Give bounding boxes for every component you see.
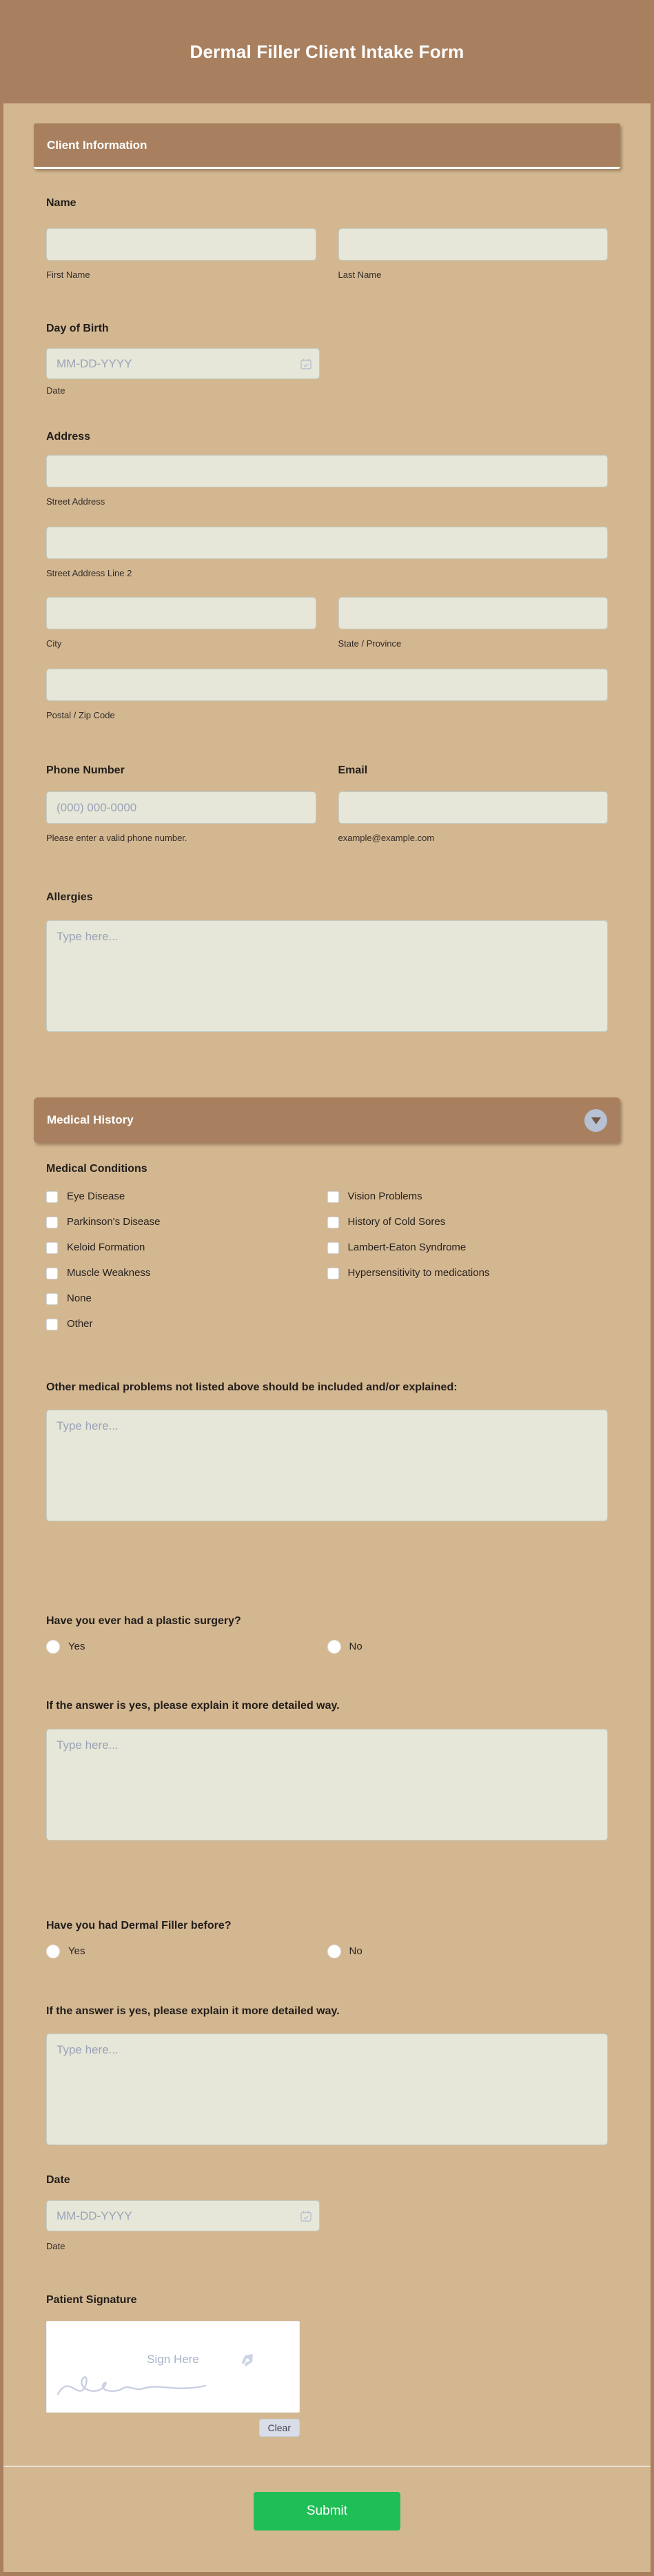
state-sublabel: State / Province: [338, 638, 402, 649]
day-of-birth-input[interactable]: [46, 348, 320, 379]
plastic-surgery-explain-textarea[interactable]: [46, 1729, 608, 1840]
postal-code-sublabel: Postal / Zip Code: [46, 710, 115, 720]
radio-button[interactable]: [327, 1640, 341, 1654]
radio-option-plastic-surgery-no[interactable]: [327, 1640, 609, 1654]
checkbox[interactable]: [46, 1268, 58, 1279]
form-card: [3, 103, 651, 2572]
day-of-birth-sublabel: Date: [46, 385, 65, 396]
email-sublabel: example@example.com: [338, 833, 435, 843]
checkbox-label: Eye Disease: [67, 1190, 125, 1202]
checkbox[interactable]: [46, 1293, 58, 1305]
email-label: Email: [338, 764, 368, 776]
page-title: Dermal Filler Client Intake Form: [190, 41, 464, 62]
radio-label: No: [349, 1945, 362, 1957]
other-medical-label: Other medical problems not listed above should be included and/or explained:: [46, 1381, 458, 1393]
name-label: Name: [46, 197, 76, 209]
checkbox-option-muscle-weakness[interactable]: [46, 1266, 327, 1280]
checkbox[interactable]: [327, 1242, 339, 1254]
clear-signature-button[interactable]: Clear: [259, 2419, 300, 2437]
street-address-2-sublabel: Street Address Line 2: [46, 568, 132, 578]
last-name-input[interactable]: [338, 228, 609, 261]
checkbox-option-none[interactable]: [46, 1292, 327, 1306]
checkbox-option-lambert-eaton[interactable]: [327, 1241, 609, 1255]
radio-option-plastic-surgery-yes[interactable]: [46, 1640, 327, 1654]
phone-input[interactable]: [46, 791, 316, 824]
checkbox-label: Parkinson's Disease: [67, 1216, 161, 1228]
dermal-filler-explain-label: If the answer is yes, please explain it more detailed way.: [46, 2005, 340, 2017]
radio-button[interactable]: [46, 1945, 60, 1958]
section-client-information: [34, 123, 620, 169]
first-name-sublabel: First Name: [46, 270, 90, 280]
street-address-sublabel: Street Address: [46, 496, 105, 507]
radio-label: No: [349, 1641, 362, 1652]
state-input[interactable]: [338, 597, 609, 629]
day-of-birth-label: Day of Birth: [46, 323, 109, 334]
date-input[interactable]: [46, 2200, 320, 2231]
section-medical-history: [34, 1097, 620, 1143]
section-title-client-information: Client Information: [47, 138, 147, 152]
pen-nib-icon: [236, 2349, 259, 2372]
radio-option-dermal-filler-yes[interactable]: [46, 1945, 327, 1958]
date-label: Date: [46, 2174, 70, 2186]
checkbox-option-cold-sores[interactable]: [327, 1215, 609, 1229]
checkbox-label: None: [67, 1292, 92, 1304]
submit-button[interactable]: Submit: [254, 2492, 400, 2531]
allergies-label: Allergies: [46, 891, 93, 903]
checkbox-label: Hypersensitivity to medications: [347, 1267, 490, 1279]
checkbox[interactable]: [327, 1217, 339, 1228]
dermal-filler-question: Have you had Dermal Filler before?: [46, 1920, 232, 1931]
date-sublabel: Date: [46, 2241, 65, 2251]
street-address-input[interactable]: [46, 455, 608, 487]
allergies-textarea[interactable]: [46, 920, 608, 1032]
address-label: Address: [46, 431, 91, 443]
checkbox[interactable]: [46, 1242, 58, 1254]
city-input[interactable]: [46, 597, 316, 629]
phone-label: Phone Number: [46, 764, 125, 776]
sign-here-text: Sign Here: [147, 2352, 199, 2366]
checkbox-label: Muscle Weakness: [67, 1267, 151, 1279]
checkbox[interactable]: [327, 1268, 339, 1279]
medical-conditions-label: Medical Conditions: [46, 1163, 147, 1175]
checkbox-label: Keloid Formation: [67, 1241, 145, 1253]
checkbox[interactable]: [46, 1217, 58, 1228]
checkbox-option-parkinsons[interactable]: [46, 1215, 327, 1229]
checkbox-option-vision-problems[interactable]: [327, 1190, 609, 1204]
checkbox-option-keloid[interactable]: [46, 1241, 327, 1255]
checkbox-label: History of Cold Sores: [347, 1216, 446, 1228]
radio-label: Yes: [68, 1641, 85, 1652]
radio-button[interactable]: [46, 1640, 60, 1654]
plastic-surgery-question: Have you ever had a plastic surgery?: [46, 1615, 241, 1627]
dermal-filler-explain-textarea[interactable]: [46, 2034, 608, 2145]
checkbox-label: Vision Problems: [347, 1190, 422, 1202]
collapse-section-button[interactable]: [584, 1109, 607, 1132]
postal-code-input[interactable]: [46, 669, 608, 701]
radio-button[interactable]: [327, 1945, 341, 1958]
section-title-medical-history: Medical History: [47, 1113, 134, 1126]
last-name-sublabel: Last Name: [338, 270, 382, 280]
checkbox[interactable]: [46, 1319, 58, 1330]
city-sublabel: City: [46, 638, 62, 649]
checkbox-label: Lambert-Eaton Syndrome: [347, 1241, 467, 1253]
chevron-down-icon: [591, 1117, 601, 1124]
checkbox[interactable]: [327, 1191, 339, 1203]
patient-signature-label: Patient Signature: [46, 2294, 137, 2306]
street-address-2-input[interactable]: [46, 527, 608, 559]
checkbox-label: Other: [67, 1318, 93, 1330]
checkbox-option-eye-disease[interactable]: [46, 1190, 327, 1204]
first-name-input[interactable]: [46, 228, 316, 261]
radio-label: Yes: [68, 1945, 85, 1957]
checkbox-option-other[interactable]: [46, 1317, 327, 1331]
signature-pad[interactable]: [46, 2321, 300, 2413]
radio-option-dermal-filler-no[interactable]: [327, 1945, 609, 1958]
other-medical-textarea[interactable]: [46, 1410, 608, 1521]
footer-divider: [3, 2466, 651, 2467]
form-header: [0, 0, 654, 103]
checkbox[interactable]: [46, 1191, 58, 1203]
plastic-surgery-explain-label: If the answer is yes, please explain it more detailed way.: [46, 1700, 340, 1712]
signature-squiggle: [57, 2368, 208, 2400]
phone-sublabel: Please enter a valid phone number.: [46, 833, 187, 843]
checkbox-option-hypersensitivity[interactable]: [327, 1266, 609, 1280]
email-input[interactable]: [338, 791, 609, 824]
